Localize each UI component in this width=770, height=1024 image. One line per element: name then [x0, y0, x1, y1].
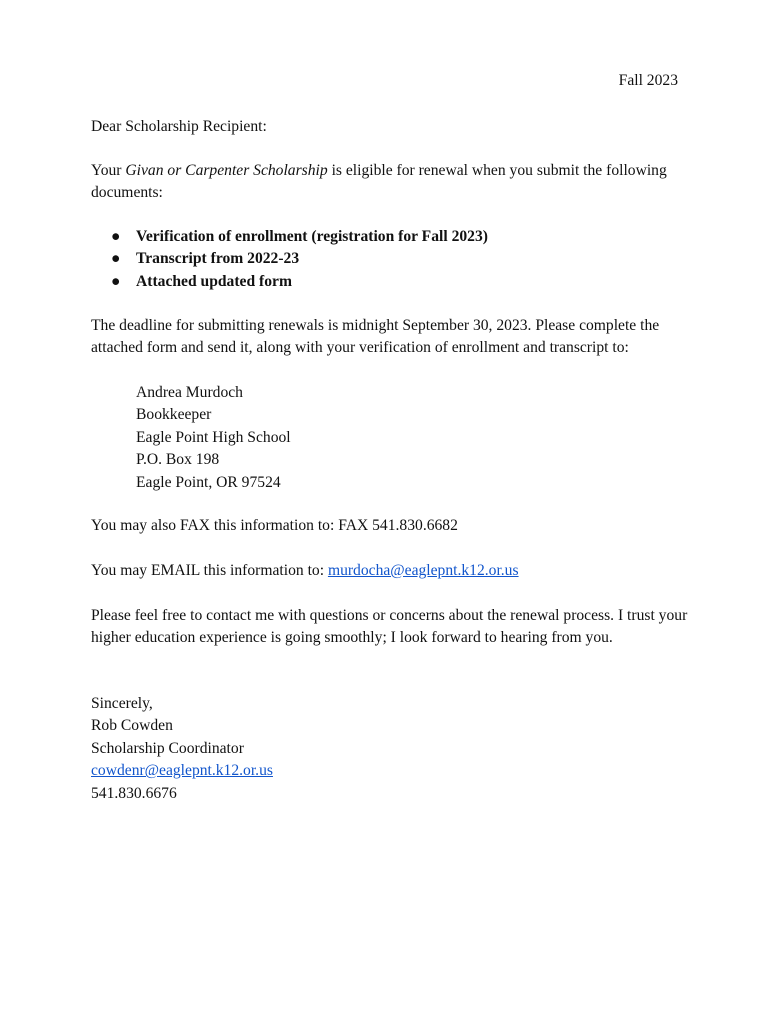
signer-name: Rob Cowden: [91, 717, 173, 735]
signer-email-link[interactable]: cowdenr@eaglepnt.k12.or.us: [91, 762, 273, 780]
fax-line: You may also FAX this information to: FAX 541.830.6682: [91, 517, 458, 534]
closing-paragraph: Please feel free to contact me with questions or concerns about the renewal process. I trust your higher education experience is going smoothly; I look forward to hearing from you.: [91, 607, 688, 647]
list-item: [111, 226, 488, 248]
address-po-box: P.O. Box 198: [136, 451, 220, 469]
address-title: Bookkeeper: [136, 406, 212, 424]
document-label: Transcript from 2022-23: [136, 250, 300, 268]
list-item: [111, 271, 488, 293]
address-school: Eagle Point High School: [136, 428, 291, 446]
intro-before: Your: [91, 162, 126, 179]
signature-block: [91, 693, 273, 805]
bullet-icon: ●: [111, 272, 121, 290]
required-documents-list: [111, 226, 488, 293]
signer-phone: 541.830.6676: [91, 784, 177, 802]
salutation: Dear Scholarship Recipient:: [91, 118, 267, 135]
bookkeeper-email-link[interactable]: murdocha@eaglepnt.k12.or.us: [327, 562, 519, 579]
bullet-icon: ●: [111, 250, 121, 268]
intro-after: is eligible for renewal when you submit the following documents:: [91, 162, 667, 202]
letter-date: Fall 2023: [618, 72, 678, 89]
document-label: Attached updated form: [136, 272, 292, 290]
bullet-icon: ●: [111, 228, 121, 245]
deadline-paragraph: The deadline for submitting renewals is midnight September 30, 2023. Please complete the attached form and send it, along with your verification of enrollment and transcript to:: [91, 317, 660, 357]
signoff: Sincerely,: [91, 695, 153, 712]
address-city-state-zip: Eagle Point, OR 97524: [136, 473, 281, 491]
scholarship-name: Givan or Carpenter Scholarship: [125, 162, 328, 179]
email-line: [91, 560, 691, 582]
document-label: Verification of enrollment (registration for Fall 2023): [136, 228, 488, 245]
address-name: Andrea Murdoch: [136, 384, 243, 401]
signer-title: Scholarship Coordinator: [91, 739, 244, 757]
mailing-address: [136, 382, 291, 494]
intro-paragraph: [91, 160, 691, 205]
email-prefix: You may EMAIL this information to:: [91, 562, 328, 579]
list-item: [111, 248, 488, 270]
